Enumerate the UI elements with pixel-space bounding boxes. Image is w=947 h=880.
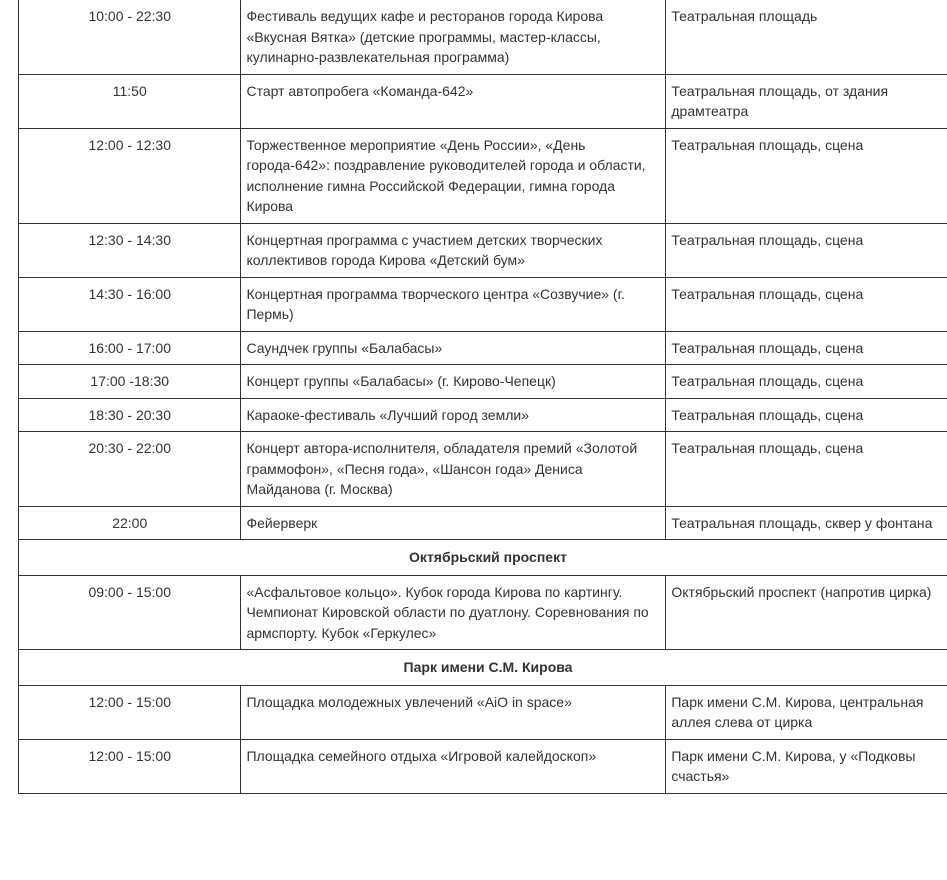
table-row — [19, 331, 947, 365]
place-cell: Парк имени С.М. Кирова, центральная аллея слева от цирка — [666, 685, 947, 739]
table-row — [19, 277, 947, 331]
place-cell: Парк имени С.М. Кирова, у «Подковы счастья» — [666, 739, 947, 793]
event-cell: Концерт автора-исполнителя, обладателя премий «Золотой граммофон», «Песня года», «Шансон года» Дениса Майданова (г. Москва) — [241, 432, 666, 507]
place-cell: Театральная площадь, сквер у фонтана — [666, 506, 947, 540]
place-cell: Театральная площадь, сцена — [666, 331, 947, 365]
event-cell: Старт автопробега «Команда-642» — [241, 74, 666, 128]
table-row — [19, 0, 947, 74]
time-cell: 17:00 -18:30 — [19, 365, 241, 399]
time-cell: 18:30 - 20:30 — [19, 398, 241, 432]
event-cell: Концерт группы «Балабасы» (г. Кирово-Чепецк) — [241, 365, 666, 399]
table-row — [19, 739, 947, 793]
time-cell: 11:50 — [19, 74, 241, 128]
event-cell: Площадка семейного отдыха «Игровой калейдоскоп» — [241, 739, 666, 793]
time-cell: 14:30 - 16:00 — [19, 277, 241, 331]
table-row — [19, 685, 947, 739]
section-title-park-kirova: Парк имени С.М. Кирова — [19, 650, 947, 686]
section-header-row — [19, 650, 947, 686]
place-cell: Театральная площадь, от здания драмтеатра — [666, 74, 947, 128]
event-cell: Караоке-фестиваль «Лучший город земли» — [241, 398, 666, 432]
section-title-oktyabrsky: Октябрьский проспект — [19, 540, 947, 576]
event-cell: Фейерверк — [241, 506, 666, 540]
time-cell: 16:00 - 17:00 — [19, 331, 241, 365]
table-row — [19, 365, 947, 399]
time-cell: 20:30 - 22:00 — [19, 432, 241, 507]
table-row — [19, 575, 947, 650]
time-cell: 09:00 - 15:00 — [19, 575, 241, 650]
table-row — [19, 398, 947, 432]
table-row — [19, 506, 947, 540]
time-cell: 12:00 - 15:00 — [19, 739, 241, 793]
place-cell: Театральная площадь, сцена — [666, 277, 947, 331]
table-row — [19, 432, 947, 507]
time-cell: 10:00 - 22:30 — [19, 0, 241, 74]
event-cell: Торжественное мероприятие «День России», «День города-642»: поздравление руководителей города и области, исполнение гимна Российской Федерации, гимна города Кирова — [241, 128, 666, 223]
time-cell: 22:00 — [19, 506, 241, 540]
event-cell: Площадка молодежных увлечений «AiO in space» — [241, 685, 666, 739]
place-cell: Театральная площадь, сцена — [666, 128, 947, 223]
table-row — [19, 128, 947, 223]
place-cell: Театральная площадь, сцена — [666, 432, 947, 507]
section-header-row — [19, 540, 947, 576]
place-cell: Театральная площадь, сцена — [666, 365, 947, 399]
time-cell: 12:00 - 12:30 — [19, 128, 241, 223]
time-cell: 12:30 - 14:30 — [19, 223, 241, 277]
place-cell: Октябрьский проспект (напротив цирка) — [666, 575, 947, 650]
event-cell: Концертная программа с участием детских творческих коллективов города Кирова «Детский бум» — [241, 223, 666, 277]
place-cell: Театральная площадь, сцена — [666, 223, 947, 277]
schedule-table — [18, 0, 947, 794]
place-cell: Театральная площадь, сцена — [666, 398, 947, 432]
event-cell: Концертная программа творческого центра «Созвучие» (г. Пермь) — [241, 277, 666, 331]
place-cell: Театральная площадь — [666, 0, 947, 74]
time-cell: 12:00 - 15:00 — [19, 685, 241, 739]
event-cell: Саундчек группы «Балабасы» — [241, 331, 666, 365]
event-cell: «Асфальтовое кольцо». Кубок города Кирова по картингу. Чемпионат Кировской области по дуатлону. Соревнования по армспорту. Кубок «Геркулес» — [241, 575, 666, 650]
event-cell: Фестиваль ведущих кафе и ресторанов города Кирова «Вкусная Вятка» (детские программы, мастер-классы, кулинарно-развлекательная программа) — [241, 0, 666, 74]
schedule-table-container — [18, 0, 947, 858]
table-row — [19, 223, 947, 277]
table-row — [19, 74, 947, 128]
